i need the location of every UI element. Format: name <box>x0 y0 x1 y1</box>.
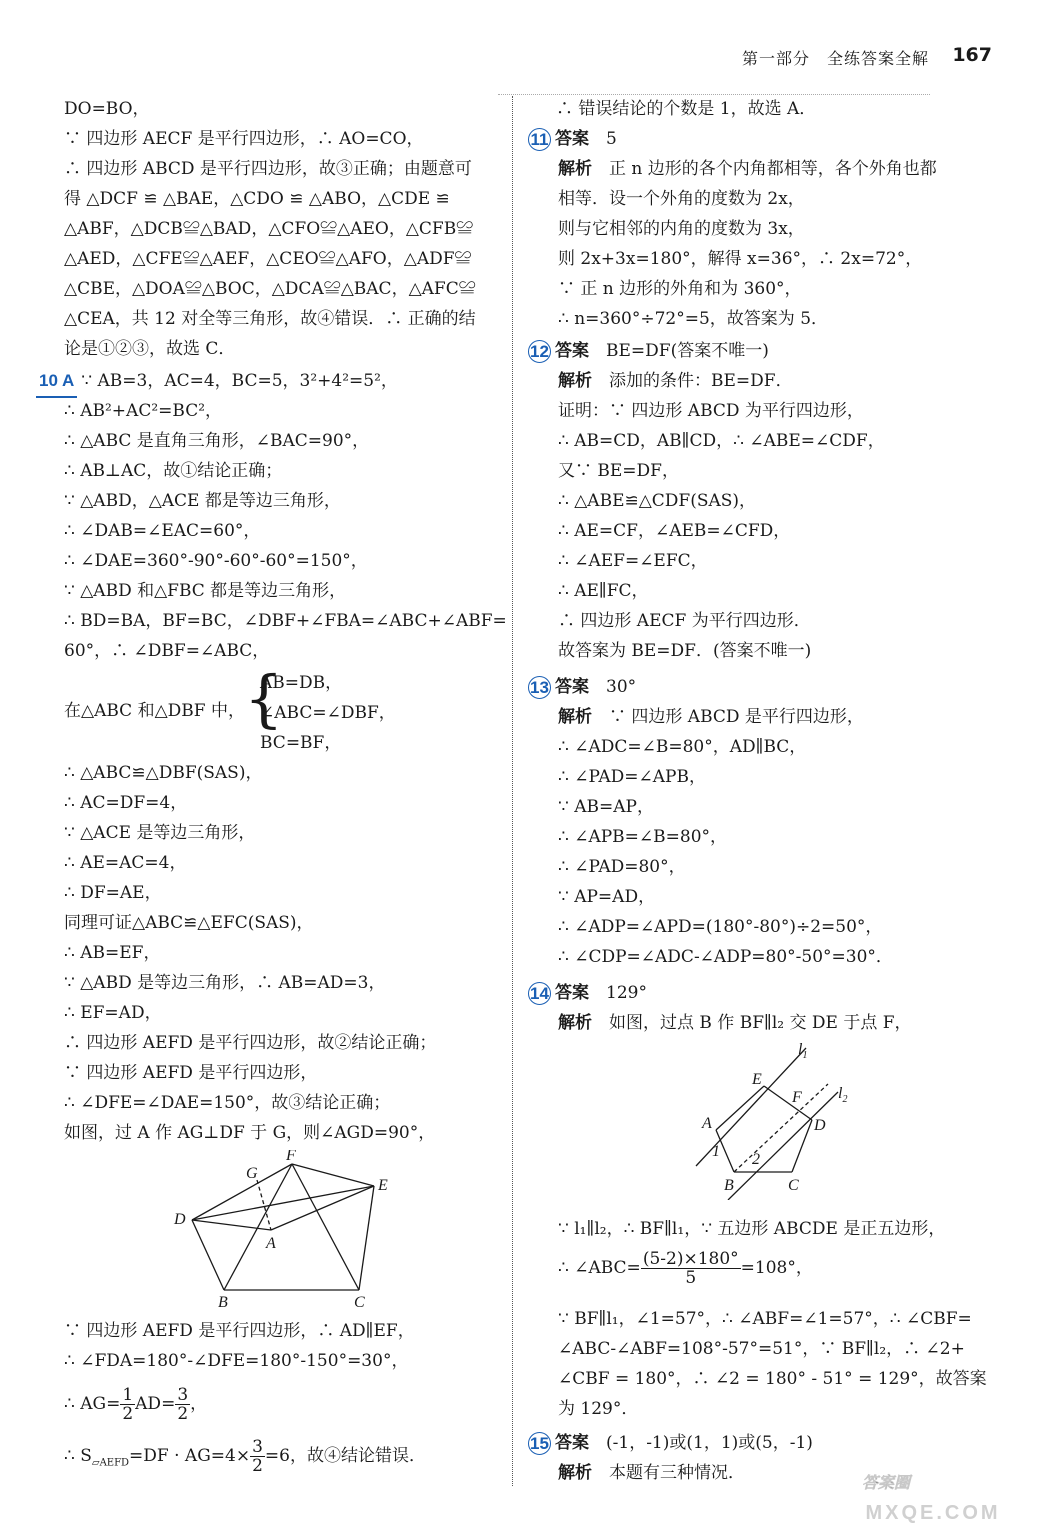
frac-den: 2 <box>177 1404 189 1424</box>
line-l2 <box>728 1092 838 1200</box>
text-line: 则与它相邻的内角的度数为 3x， <box>558 219 805 239</box>
text-line: ∵ 四边形 ABCD 是平行四边形， <box>609 707 864 727</box>
answer-value: 5 <box>606 129 617 149</box>
q14-analysis-line <box>558 1008 912 1038</box>
text-line: ∵ △ABD 是等边三角形，∴ AB=AD=3， <box>64 973 386 993</box>
area-prefix: ∴ S <box>64 1446 92 1466</box>
text-line: ∴ 四边形 AECF 为平行四边形． <box>558 611 811 631</box>
text-line: ∴ ∠APB=∠B=80°， <box>558 827 728 847</box>
label-E: E <box>752 1071 762 1088</box>
answer-label: 答案 <box>555 677 589 697</box>
label-D: D <box>174 1211 186 1228</box>
ag-suffix: ， <box>190 1394 208 1414</box>
text-line: ∴ 错误结论的个数是 1，故选 A． <box>556 99 817 119</box>
text-line: 添加的条件：BE=DF． <box>609 371 793 391</box>
q15-answer-line <box>528 1428 813 1458</box>
text-line: ∴ 四边形 AEFD 是平行四边形，故②结论正确； <box>64 1033 437 1053</box>
q13-answer-line <box>528 672 636 702</box>
q13-analysis-line <box>558 702 864 732</box>
text-line: ∴ ∠DFE=∠DAE=150°，故③结论正确； <box>64 1093 391 1113</box>
text-line: ∴ ∠DAE=360°-90°-60°-60°=150°， <box>64 551 368 571</box>
text-line: 论是①②③，故选 C． <box>64 339 236 359</box>
text-line: 为 129°． <box>558 1399 639 1419</box>
text-line: ∴ △ABC≌△DBF(SAS)， <box>64 763 263 783</box>
text-line: 又∵ BE=DF， <box>558 461 679 481</box>
ag-equation <box>64 1384 207 1424</box>
label-F: F <box>286 1150 296 1164</box>
text-line: ∵ 四边形 AEFD 是平行四边形， <box>64 1063 318 1083</box>
text-line: 如图，过 A 作 AG⊥DF 于 G，则∠AGD=90°， <box>64 1123 436 1143</box>
fraction <box>120 1386 135 1423</box>
label-2: 2 <box>752 1151 760 1168</box>
q14-answer-line <box>528 978 647 1008</box>
answer-value: 129° <box>606 983 647 1003</box>
fraction <box>250 1438 265 1475</box>
q10-badge: 10 A <box>36 366 77 398</box>
text-line: ∴ △ABE≌△CDF(SAS)， <box>558 491 757 511</box>
text-line: ∠CBF = 180°，∴ ∠2 = 180° - 51° = 129°，故答案 <box>558 1369 987 1389</box>
text-line: 60°，∴ ∠DBF=∠ABC， <box>64 641 270 661</box>
text-line: ∴ 四边形 ABCD 是平行四边形，故③正确；由题意可 <box>64 159 472 179</box>
text-line: ∴ AB²+AC²=BC²， <box>64 401 223 421</box>
label-l1: $l_1$ <box>798 1041 808 1061</box>
answer-value: 30° <box>606 677 637 697</box>
text-line: ∴ AE∥FC， <box>558 581 649 601</box>
text-line: ∴ BD=BA，BF=BC，∠DBF+∠FBA=∠ABC+∠ABF= <box>64 611 507 631</box>
label-F: F <box>792 1089 802 1106</box>
text-line: ∴ ∠PAD=80°， <box>558 857 686 877</box>
section-title: 第一部分 全练答案全解 <box>742 49 930 68</box>
system-line: ∠ABC=∠DBF， <box>260 703 396 723</box>
frac-num: 3 <box>252 1437 263 1457</box>
geometry-figure-right <box>688 1040 868 1200</box>
system-prefix: 在△ABC 和△DBF 中， <box>64 701 245 721</box>
text-line: △CEA，共 12 对全等三角形，故④错误．∴ 正确的结 <box>64 309 476 329</box>
text-line: 本题有三种情况． <box>609 1463 745 1483</box>
answer-value: BE=DF(答案不唯一) <box>606 341 769 361</box>
text-line: ∵ BF∥l₁，∠1=57°，∴ ∠ABF=∠1=57°，∴ ∠CBF= <box>558 1309 972 1329</box>
fraction <box>641 1250 741 1287</box>
text-line: ∴ ∠ADP=∠APD=(180°-80°)÷2=50°， <box>558 917 883 937</box>
frac-num: 1 <box>122 1385 134 1405</box>
label-E: E <box>378 1177 388 1194</box>
abc-prefix: ∴ ∠ABC= <box>558 1258 641 1278</box>
watermark-site: MXQE.COM <box>865 1502 1001 1524</box>
analysis-label: 解析 <box>558 371 592 391</box>
text-line: ∴ AC=DF=4， <box>64 793 188 813</box>
label-C: C <box>354 1294 365 1310</box>
answer-label: 答案 <box>555 1433 589 1453</box>
q13-badge: 13 <box>528 676 551 699</box>
q11-badge: 11 <box>528 128 551 151</box>
segment-FC <box>292 1164 359 1290</box>
answer-value: (-1，-1)或(1，1)或(5，-1) <box>606 1433 813 1453</box>
page-header <box>742 44 1012 72</box>
answer-label: 答案 <box>555 129 589 149</box>
frac-den: 2 <box>122 1404 134 1424</box>
text-line: ∴ AE=AC=4， <box>64 853 187 873</box>
label-G: G <box>246 1165 258 1182</box>
label-B: B <box>724 1177 734 1194</box>
ag-prefix: ∴ AG= <box>64 1394 121 1414</box>
abc-suffix: =108°， <box>740 1258 813 1278</box>
frac-num: 3 <box>177 1385 189 1405</box>
text-line: ∵ 四边形 AECF 是平行四边形，∴ AO=CO， <box>64 129 424 149</box>
analysis-label: 解析 <box>558 707 592 727</box>
q12-answer-line <box>528 336 769 366</box>
column-divider <box>512 96 513 1486</box>
label-A: A <box>702 1115 712 1132</box>
watermark-logo <box>858 1440 1008 1524</box>
watermark-graphic <box>858 1440 1008 1500</box>
abc-equation <box>558 1246 813 1290</box>
frac-den: 2 <box>252 1456 263 1476</box>
label-l2: $l_2$ <box>838 1085 848 1105</box>
analysis-label: 解析 <box>558 1463 592 1483</box>
text-line: ∵ △ABD，△ACE 都是等边三角形， <box>64 491 341 511</box>
label-C: C <box>788 1177 799 1194</box>
analysis-label: 解析 <box>558 1013 592 1033</box>
q11-analysis-line <box>558 154 937 184</box>
answer-label: 答案 <box>555 341 589 361</box>
text-line: ∴ ∠CDP=∠ADC-∠ADP=80°-50°=30°． <box>558 947 893 967</box>
text-line: ∴ DF=AE， <box>64 883 162 903</box>
text-line: ∴ △ABC 是直角三角形，∠BAC=90°， <box>64 431 370 451</box>
label-1: 1 <box>712 1143 720 1160</box>
text-line: ∴ AE=CF，∠AEB=∠CFD， <box>558 521 791 541</box>
q11-answer-line <box>528 124 617 154</box>
text-line: ∵ 四边形 AEFD 是平行四边形，∴ AD∥EF， <box>64 1321 415 1341</box>
text-line: 得 △DCF ≌ △BAE，△CDO ≌ △ABO，△CDE ≌ <box>64 189 450 209</box>
text-line: 相等．设一个外角的度数为 2x， <box>558 189 805 209</box>
text-line: △ABF，△DCB≌△BAD，△CFO≌△AEO，△CFB≌ <box>64 219 474 239</box>
fraction <box>175 1386 190 1423</box>
text-line: DO=BO， <box>64 99 150 119</box>
text-line: ∵ AB=3，AC=4，BC=5，3²+4²=5²， <box>81 371 398 391</box>
segment-FE <box>292 1164 374 1186</box>
frac-den: 5 <box>685 1268 697 1288</box>
text-line: △CBE，△DOA≌△BOC，△DCA≌△BAC，△AFC≌ <box>64 279 476 299</box>
ag-mid: AD= <box>135 1394 176 1414</box>
system-line: AB=DB， <box>260 673 343 693</box>
text-line: ∴ n=360°÷72°=5，故答案为 5． <box>558 309 829 329</box>
q14-badge: 14 <box>528 982 551 1005</box>
text-line: ∴ AB=CD，AB∥CD，∴ ∠ABE=∠CDF， <box>558 431 885 451</box>
watermark-main: 答案圈 <box>862 1475 911 1492</box>
text-line: ∴ AB⊥AC，故①结论正确； <box>64 461 283 481</box>
text-line: ∵ l₁∥l₂，∴ BF∥l₁，∵ 五边形 ABCDE 是正五边形， <box>558 1219 946 1239</box>
segment-DE <box>192 1186 374 1220</box>
text-line: ∵ 正 n 边形的外角和为 360°， <box>558 279 802 299</box>
text-line: ∴ ∠AEF=∠EFC， <box>558 551 708 571</box>
answer-label: 答案 <box>555 983 589 1003</box>
q12-analysis-line <box>558 366 793 396</box>
text-line: 正 n 边形的各个内角都相等，各个外角也都 <box>609 159 937 179</box>
analysis-label: 解析 <box>558 159 592 179</box>
text-line: 则 2x+3x=180°，解得 x=36°，∴ 2x=72°， <box>558 249 923 269</box>
area-equation <box>64 1436 426 1476</box>
area-suffix: =6，故④结论错误． <box>264 1446 426 1466</box>
geometry-figure-left <box>164 1150 404 1310</box>
area-mid: =DF · AG=4× <box>129 1446 251 1466</box>
text-line: ∴ ∠FDA=180°-∠DFE=180°-150°=30°， <box>64 1351 409 1371</box>
segment-ED <box>764 1086 812 1120</box>
text-line: ∴ EF=AD， <box>64 1003 162 1023</box>
segment-BD <box>192 1220 224 1290</box>
frac-num: (5-2)×180° <box>642 1249 739 1269</box>
text-line: ∵ △ACE 是等边三角形， <box>64 823 256 843</box>
text-line: 故答案为 BE=DF．(答案不唯一) <box>558 641 812 661</box>
text-line: ∵ △ABD 和△FBC 都是等边三角形， <box>64 581 347 601</box>
text-line: ∴ ∠PAD=∠APB， <box>558 767 706 787</box>
q15-analysis-line <box>558 1458 745 1488</box>
text-line: △AED，△CFE≌△AEF，△CEO≌△AFO，△ADF≌ <box>64 249 472 269</box>
text-line: 如图，过点 B 作 BF∥l₂ 交 DE 于点 F， <box>609 1013 912 1033</box>
text-line: ∴ AB=EF， <box>64 943 161 963</box>
system-line: BC=BF， <box>260 733 342 753</box>
label-A: A <box>266 1235 276 1252</box>
label-D: D <box>814 1117 826 1134</box>
segment-AE <box>271 1186 374 1230</box>
page-number: 167 <box>952 44 992 66</box>
area-sub: ▱AEFD <box>91 1457 130 1469</box>
q15-badge: 15 <box>528 1432 551 1455</box>
text-line: 同理可证△ABC≌△EFC(SAS)， <box>64 913 314 933</box>
text-line: ∵ AP=AD， <box>558 887 656 907</box>
text-line: ∴ ∠ADC=∠B=80°，AD∥BC， <box>558 737 807 757</box>
system-brace: { <box>244 662 284 735</box>
label-B: B <box>218 1294 228 1310</box>
q12-badge: 12 <box>528 340 551 363</box>
text-line: ∴ ∠DAB=∠EAC=60°， <box>64 521 261 541</box>
segment-EC <box>359 1186 374 1290</box>
text-line: ∠ABC-∠ABF=108°-57°=51°，∵ BF∥l₂，∴ ∠2+ <box>558 1339 965 1359</box>
q10-first-line <box>36 366 398 396</box>
segment-EA <box>716 1086 764 1130</box>
text-line: ∵ AB=AP， <box>558 797 654 817</box>
text-line: 证明：∵ 四边形 ABCD 为平行四边形， <box>558 401 864 421</box>
